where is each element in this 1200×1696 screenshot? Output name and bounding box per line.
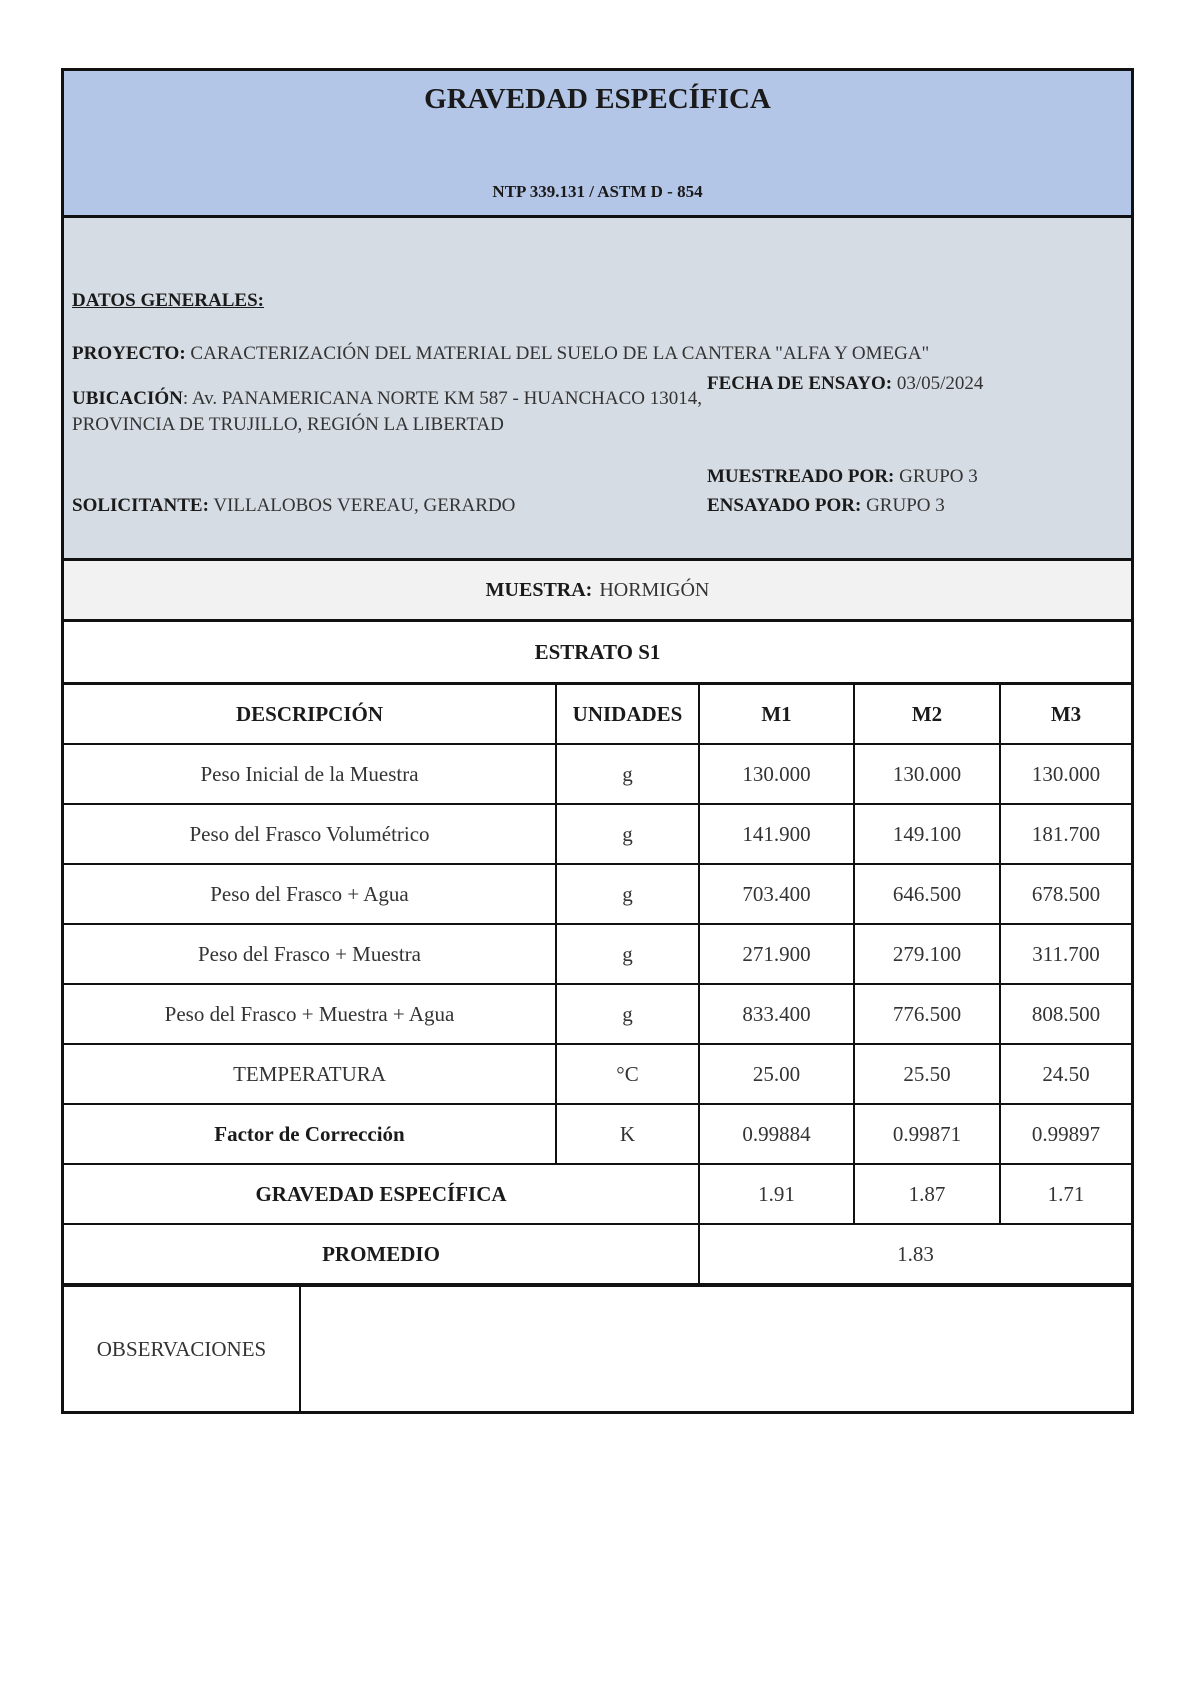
row-unit: g	[556, 864, 699, 924]
document-title: GRAVEDAD ESPECÍFICA	[424, 83, 771, 115]
table-header-row	[64, 685, 1131, 744]
average-label: PROMEDIO	[64, 1224, 699, 1284]
applicant-label: SOLICITANTE:	[72, 495, 209, 516]
project-value: CARACTERIZACIÓN DEL MATERIAL DEL SUELO DE LA CANTERA "ALFA Y OMEGA"	[190, 343, 930, 364]
test-date-label: FECHA DE ENSAYO:	[707, 373, 893, 394]
sample-row	[64, 561, 1131, 622]
row-description: Peso del Frasco + Muestra + Agua	[64, 984, 556, 1044]
average-row	[64, 1224, 1131, 1284]
row-description: Peso del Frasco Volumétrico	[64, 804, 556, 864]
row-unit: g	[556, 984, 699, 1044]
row-m2: 149.100	[854, 804, 1000, 864]
general-data-heading: DATOS GENERALES:	[72, 290, 264, 311]
test-date-line	[707, 373, 983, 395]
results-table	[64, 685, 1131, 1285]
row-unit: K	[556, 1104, 699, 1164]
row-m2: 776.500	[854, 984, 1000, 1044]
tested-by-line	[707, 495, 945, 517]
table-row	[64, 984, 1131, 1044]
sample-value: HORMIGÓN	[599, 578, 710, 601]
row-unit: g	[556, 924, 699, 984]
row-unit: g	[556, 744, 699, 804]
row-description: Peso Inicial de la Muestra	[64, 744, 556, 804]
sampled-by-label: MUESTREADO POR:	[707, 466, 895, 487]
specific-gravity-row	[64, 1164, 1131, 1224]
location-value: : Av. PANAMERICANA NORTE KM 587 - HUANCHACO 13014, PROVINCIA DE TRUJILLO, REGIÓN LA LIBERTAD	[72, 388, 702, 435]
row-m1: 0.99884	[699, 1104, 854, 1164]
specific-gravity-label: GRAVEDAD ESPECÍFICA	[64, 1164, 699, 1224]
tested-by-label: ENSAYADO POR:	[707, 495, 862, 516]
project-label: PROYECTO:	[72, 343, 186, 364]
sampled-by-line	[707, 466, 978, 488]
row-m3: 0.99897	[1000, 1104, 1131, 1164]
row-m3: 808.500	[1000, 984, 1131, 1044]
row-m1: 130.000	[699, 744, 854, 804]
header-m1: M1	[699, 685, 854, 744]
row-m1: 833.400	[699, 984, 854, 1044]
applicant-line	[72, 495, 515, 517]
tested-by-value: GRUPO 3	[866, 495, 945, 516]
sampled-by-value: GRUPO 3	[899, 466, 978, 487]
row-description: Factor de Corrección	[64, 1104, 556, 1164]
table-row	[64, 1044, 1131, 1104]
table-row	[64, 1104, 1131, 1164]
location-line	[72, 386, 702, 438]
specific-gravity-m3: 1.71	[1000, 1164, 1131, 1224]
header-m3: M3	[1000, 685, 1131, 744]
row-unit: °C	[556, 1044, 699, 1104]
observations-row	[64, 1285, 1131, 1411]
specific-gravity-sheet	[61, 68, 1134, 1414]
average-value: 1.83	[699, 1224, 1131, 1284]
specific-gravity-m2: 1.87	[854, 1164, 1000, 1224]
row-m2: 279.100	[854, 924, 1000, 984]
header-description: DESCRIPCIÓN	[64, 685, 556, 744]
row-m2: 130.000	[854, 744, 1000, 804]
row-m2: 25.50	[854, 1044, 1000, 1104]
row-m3: 24.50	[1000, 1044, 1131, 1104]
general-data-section	[64, 218, 1131, 561]
row-description: TEMPERATURA	[64, 1044, 556, 1104]
row-unit: g	[556, 804, 699, 864]
row-description: Peso del Frasco + Agua	[64, 864, 556, 924]
stratum-row: ESTRATO S1	[64, 622, 1131, 685]
standard-reference: NTP 339.131 / ASTM D - 854	[492, 182, 703, 201]
table-row	[64, 924, 1131, 984]
table-row	[64, 864, 1131, 924]
row-description: Peso del Frasco + Muestra	[64, 924, 556, 984]
table-row	[64, 804, 1131, 864]
row-m1: 703.400	[699, 864, 854, 924]
header-units: UNIDADES	[556, 685, 699, 744]
table-row	[64, 744, 1131, 804]
row-m1: 271.900	[699, 924, 854, 984]
row-m1: 25.00	[699, 1044, 854, 1104]
title-block	[64, 71, 1131, 218]
applicant-value: VILLALOBOS VEREAU, GERARDO	[213, 495, 516, 516]
row-m2: 646.500	[854, 864, 1000, 924]
test-date-value: 03/05/2024	[896, 373, 984, 394]
row-m3: 311.700	[1000, 924, 1131, 984]
row-m3: 130.000	[1000, 744, 1131, 804]
row-m1: 141.900	[699, 804, 854, 864]
observations-label: OBSERVACIONES	[64, 1287, 301, 1411]
row-m2: 0.99871	[854, 1104, 1000, 1164]
observations-field	[301, 1287, 1131, 1411]
specific-gravity-m1: 1.91	[699, 1164, 854, 1224]
header-m2: M2	[854, 685, 1000, 744]
sample-label: MUESTRA:	[485, 578, 593, 601]
project-line	[72, 343, 929, 365]
row-m3: 181.700	[1000, 804, 1131, 864]
location-label: UBICACIÓN	[72, 388, 183, 409]
row-m3: 678.500	[1000, 864, 1131, 924]
